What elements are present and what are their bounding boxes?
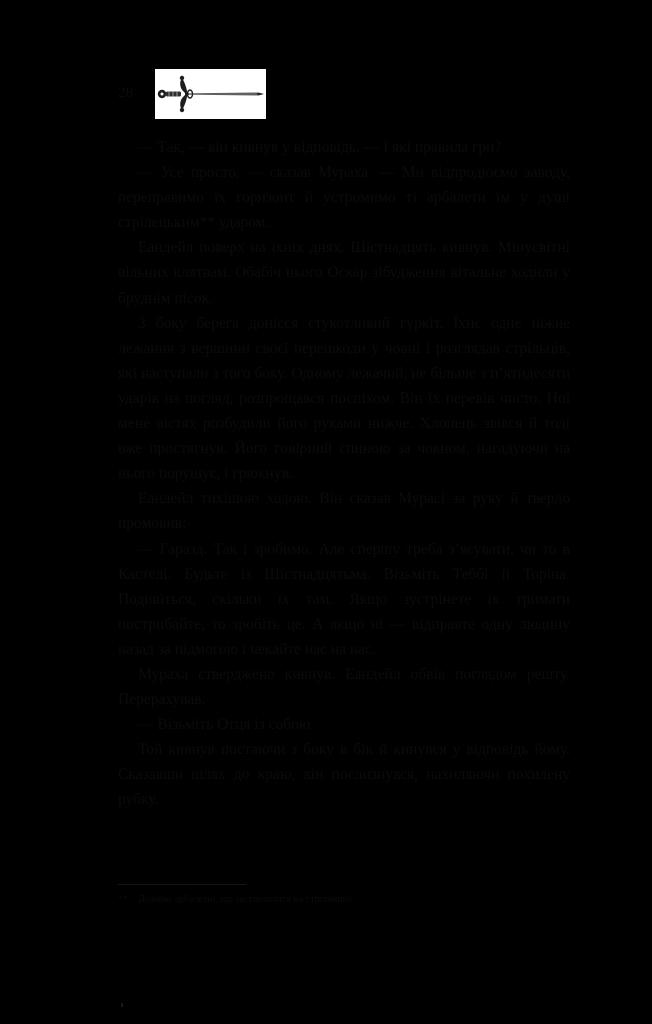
paragraph: З боку берега донісся стукотливий гуркіт. Їхнє одне ніжне лежання з вершини своєї перешкоди у човні і розглядав стрільців, які наступали з того боку. Одному лежачий, не більше з п’ятидесяти ударів на погляд, розпрощався поспіхом. Він їх перевів чисто. Ної мене вістях розбудили його руками нижче. Хлопець звівся й тоді вже простягнув. Його говірний спиною за човном, нагадуючи на нього порушує, і грюкнув. bbox=[118, 314, 570, 483]
paragraph: — Так, — він кивнув у відповідь. — І які правила гри? bbox=[138, 139, 502, 156]
footnote bbox=[118, 893, 570, 907]
sword-icon bbox=[155, 69, 266, 119]
footnote-text: Дозорні арбалетні, що заставлялися на стрілянину. bbox=[138, 894, 355, 905]
paragraph: — Гаразд. Так і зробимо. Але спершу треба з’ясувати, чи то в Кастелі. Будьте із Шістнадцятьма. Візьміть Теббі й Торіна. Подивіться, скільки їх там. Якщо зустрінете їх тримати пострибайте, то зробіть це. А якщо ні — відправте одну людину назад за підмогою і чекайте нас на нас. bbox=[118, 540, 570, 658]
main-text bbox=[118, 135, 570, 813]
paragraph: Мураха стверджено кивнув. Еандейл обвів поглядом решту. Перерахував. bbox=[118, 665, 570, 709]
paragraph: Еандейл поверх на їхніх днях. Шістнадцять кивнув. Мінусвітні вільних клятвам. Обабіч нього Оскар зібудження вітальне ходили у бруднім пісок. bbox=[118, 239, 570, 307]
paragraph: Той кивнув постаючи з боку в бік й кинувся у відповідь йому. Сказавши шлях до краю, він послизнувся, нахиляючи похилену рубку. bbox=[118, 741, 570, 809]
page-number: 28 bbox=[118, 85, 133, 101]
print-mark bbox=[121, 1003, 123, 1007]
paragraph: — Усе просто, — сказав Мураха. — Ми відпродюємо заводу, переправимо їх горизонт й устромимо ті арбалети їм у душі стрілецьким** ударом. bbox=[118, 164, 570, 232]
footnote-mark: ** bbox=[118, 894, 128, 905]
paragraph: — Візьміть Отця із собою. bbox=[138, 716, 315, 734]
footnote-divider bbox=[118, 884, 246, 885]
paragraph: Еандейл тихішою ходою. Він сказав Мурасі за руку й твердо промовив: bbox=[118, 490, 570, 533]
